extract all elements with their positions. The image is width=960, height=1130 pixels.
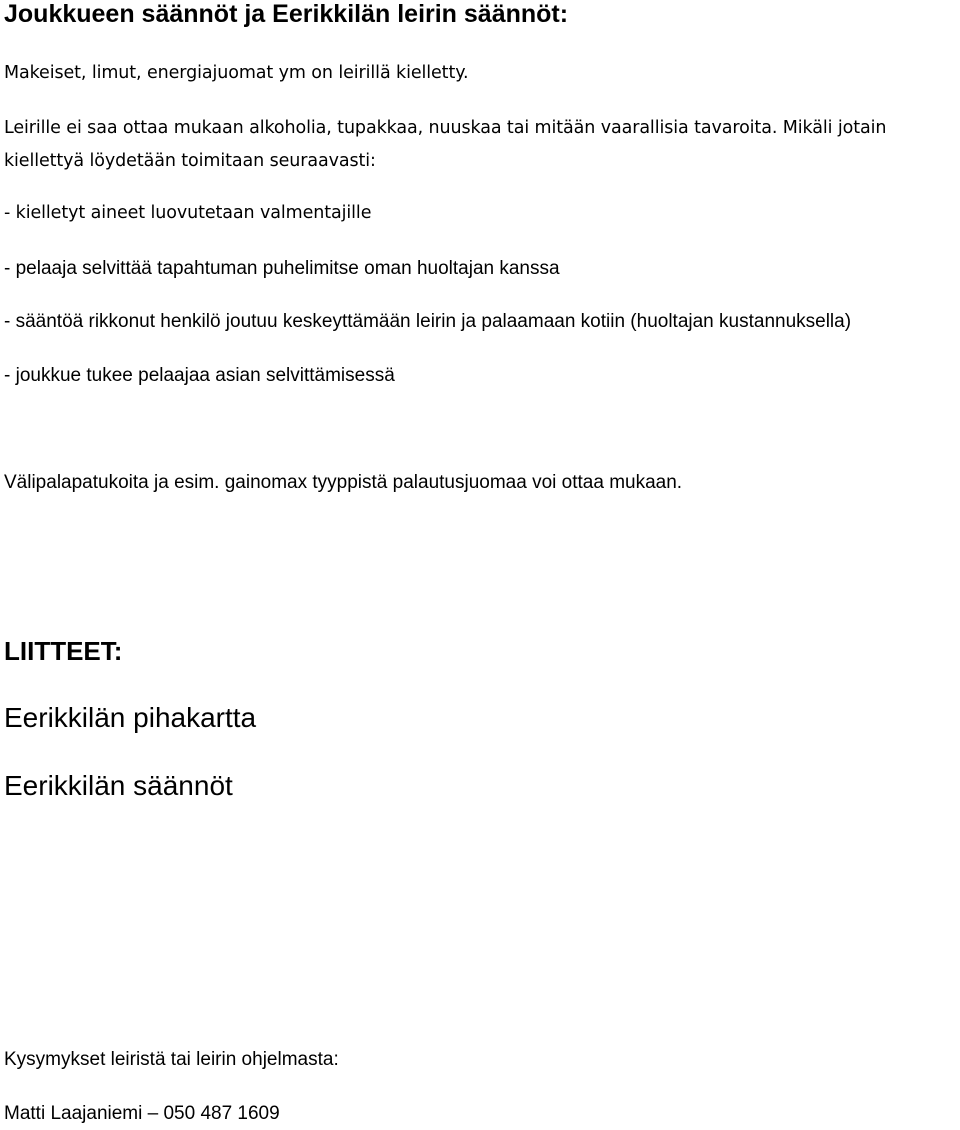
- consequence-item-4: - joukkue tukee pelaajaa asian selvittämisessä: [4, 365, 395, 386]
- prohibited-items-text-line-1: Leirille ei saa ottaa mukaan alkoholia, tupakkaa, nuuskaa tai mitään vaarallisia tavaroita. Mikäli jotain: [4, 118, 887, 138]
- document-title: Joukkueen säännöt ja Eerikkilän leirin säännöt:: [4, 0, 569, 28]
- consequence-item-1: - kielletyt aineet luovutetaan valmentajille: [4, 203, 372, 223]
- contact-person: Matti Laajaniemi – 050 487 1609: [4, 1103, 280, 1124]
- candy-rule-text: Makeiset, limut, energiajuomat ym on leirillä kielletty.: [4, 63, 469, 83]
- attachment-item-rules: Eerikkilän säännöt: [4, 770, 233, 801]
- snacks-note-text: Välipalapatukoita ja esim. gainomax tyyppistä palautusjuomaa voi ottaa mukaan.: [4, 472, 683, 493]
- attachment-item-map: Eerikkilän pihakartta: [4, 702, 257, 733]
- contact-question-label: Kysymykset leiristä tai leirin ohjelmasta:: [4, 1049, 339, 1070]
- attachments-heading: LIITTEET:: [4, 636, 123, 666]
- consequence-item-3: - sääntöä rikkonut henkilö joutuu keskeyttämään leirin ja palaamaan kotiin (huoltajan kustannuksella): [4, 311, 852, 332]
- prohibited-items-text-line-2: kiellettyä löydetään toimitaan seuraavasti:: [4, 151, 376, 171]
- consequence-item-2: - pelaaja selvittää tapahtuman puhelimitse oman huoltajan kanssa: [4, 258, 560, 279]
